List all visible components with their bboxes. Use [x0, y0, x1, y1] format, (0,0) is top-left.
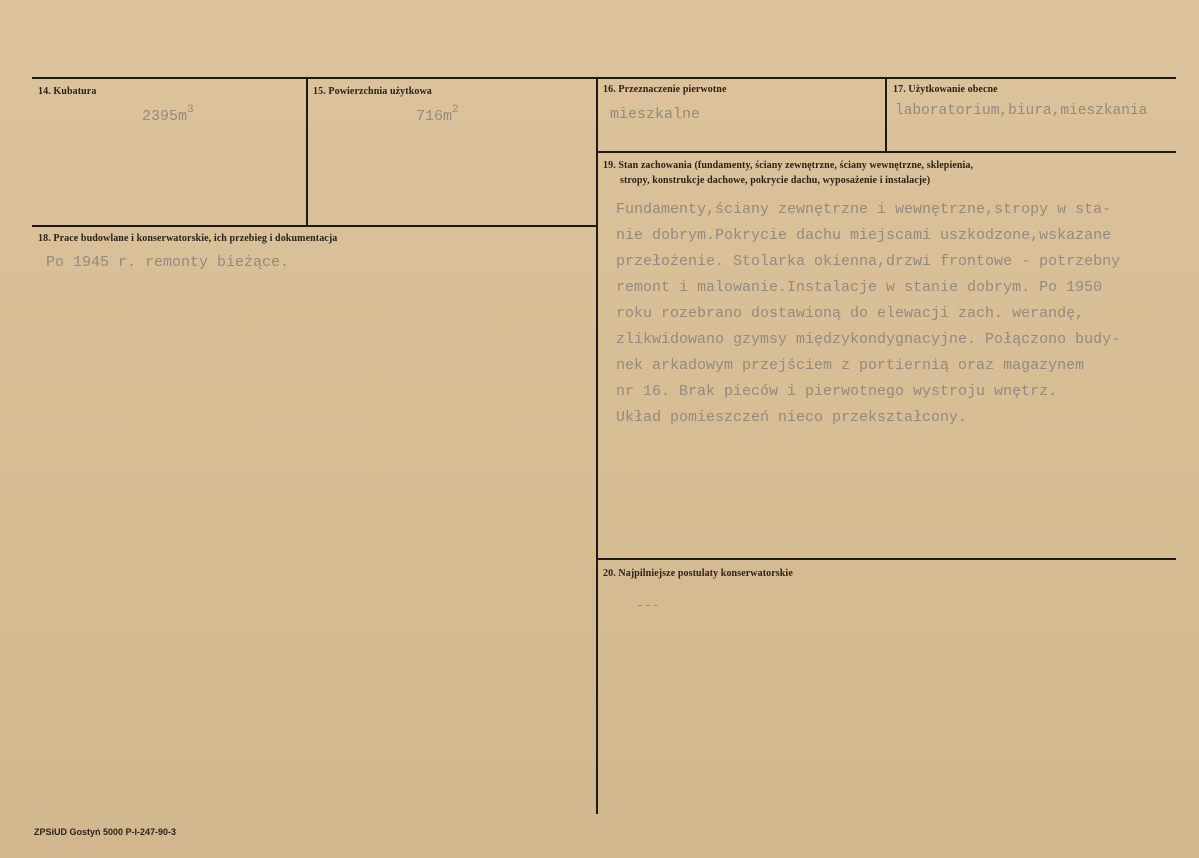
- field-19-line: zlikwidowano gzymsy międzykondygnacyjne. Połączono budy-: [616, 331, 1121, 348]
- field-17-label: 17. Użytkowanie obecne: [893, 84, 998, 95]
- field-19-line: nie dobrym.Pokrycie dachu miejscami uszkodzone,wskazane: [616, 227, 1112, 244]
- rule-section-18-top: [32, 225, 596, 227]
- field-19-label-line1: 19. Stan zachowania (fundamenty, ściany zewnętrzne, ściany wewnętrzne, sklepienia,: [603, 160, 974, 171]
- field-14-value: $2395m^3$: [142, 104, 194, 125]
- field-16-value: mieszkalne: [610, 106, 701, 123]
- rule-divider-14-15: [306, 78, 308, 226]
- field-14-label: 14. Kubatura: [38, 86, 97, 97]
- rule-section-20-top: [596, 558, 1176, 560]
- field-19-line: Fundamenty,ściany zewnętrzne i wewnętrzne,stropy w sta-: [616, 201, 1112, 218]
- rule-divider-16-17: [885, 78, 887, 152]
- field-19-label-line2: stropy, konstrukcje dachowe, pokrycie dachu, wyposażenie i instalacje): [620, 175, 931, 186]
- field-19-text: [616, 197, 1120, 431]
- field-20-label: 20. Najpilniejsze postulaty konserwatorskie: [603, 568, 793, 579]
- field-16-label: 16. Przeznaczenie pierwotne: [603, 84, 727, 95]
- field-17-value: laboratorium,biura,mieszkania: [895, 103, 1148, 119]
- field-19-line: nr 16. Brak pieców i pierwotnego wystroju wnętrz.: [616, 383, 1058, 400]
- field-19-line: Układ pomieszczeń nieco przekształcony.: [616, 409, 968, 426]
- field-19-line: przełożenie. Stolarka okienna,drzwi frontowe - potrzebny: [616, 253, 1121, 270]
- field-15-value: $716m^2$: [416, 104, 459, 125]
- field-19-line: remont i malowanie.Instalacje w stanie dobrym. Po 1950: [616, 279, 1103, 296]
- field-19-line: nek arkadowym przejściem z portiernią oraz magazynem: [616, 357, 1085, 374]
- print-imprint: ZPSiUD Gostyń 5000 P-I-247-90-3: [34, 827, 177, 837]
- field-18-label: 18. Prace budowlane i konserwatorskie, ich przebieg i dokumentacja: [38, 233, 338, 244]
- field-20-value: ---: [636, 598, 660, 613]
- field-15-label: 15. Powierzchnia użytkowa: [313, 86, 432, 97]
- field-19-line: roku rozebrano dostawioną do elewacji zach. werandę,: [616, 305, 1085, 322]
- rule-divider-main: [596, 78, 598, 814]
- field-18-value: Po 1945 r. remonty bieżące.: [46, 254, 290, 271]
- top-rule: [32, 77, 1176, 79]
